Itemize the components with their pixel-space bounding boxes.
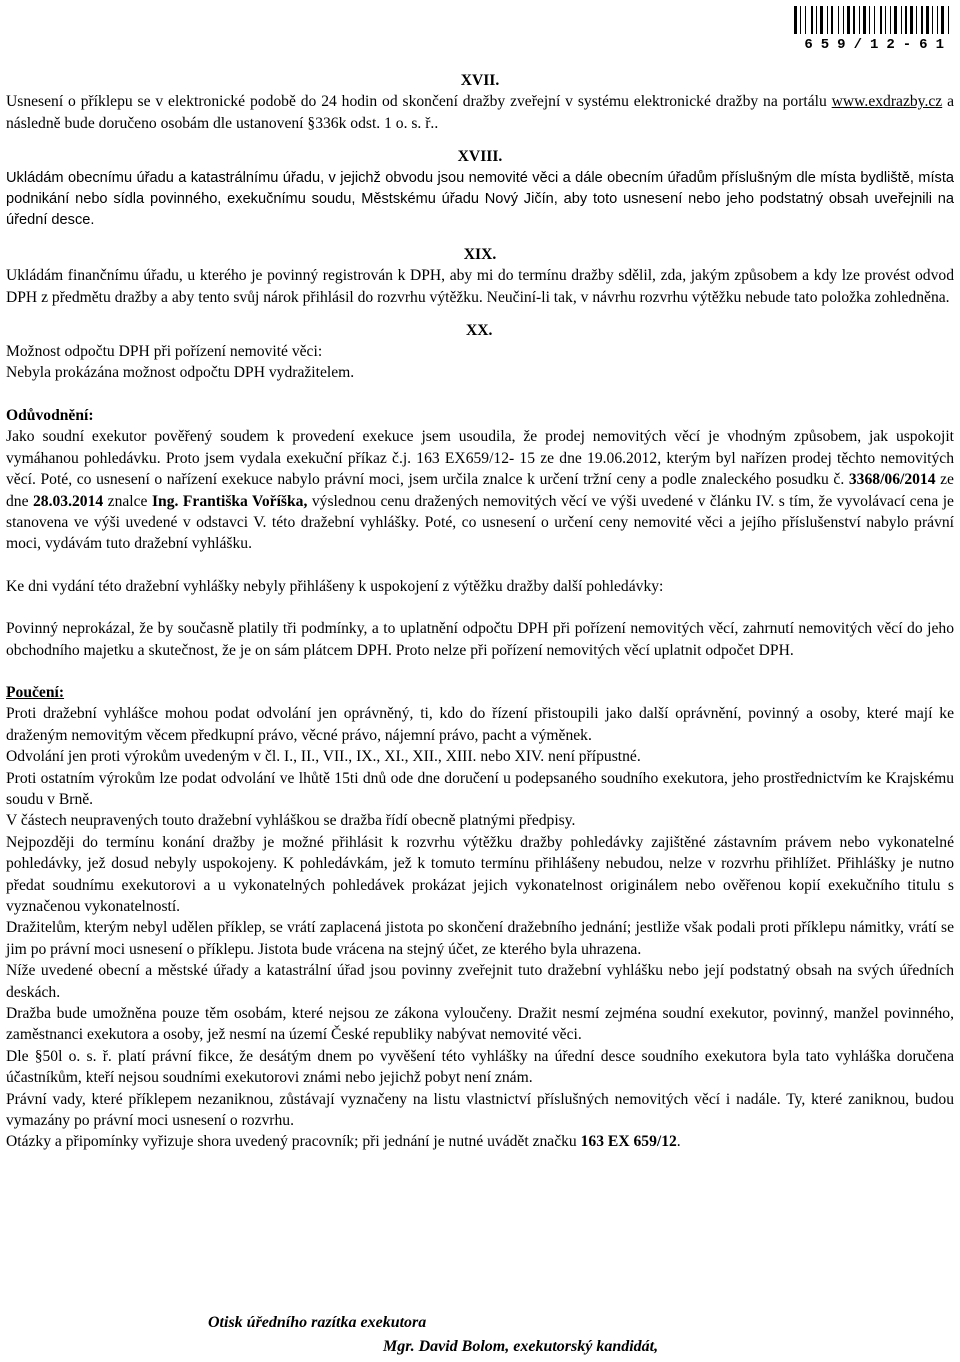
barcode-bar xyxy=(863,6,866,34)
barcode-bar xyxy=(918,6,920,34)
section-xviii-text-a: Ukládám obecnímu úřadu a katastrálnímu úřadu, v jejichž obvodu jsou nemovité věci a dále obecním úřadům příslušným dle místa bydliště, místa podnikání nebo sídla povinného, exekučnímu soudu xyxy=(6,169,954,208)
barcode-bar xyxy=(937,6,938,34)
pouceni-p11c: . xyxy=(676,1133,681,1151)
barcode-bar xyxy=(883,6,884,34)
pouceni-p11a: Otázky a připomínky vyřizuje shora uvedený pracovník; při jednání je nutné uvádět značku xyxy=(6,1133,581,1151)
barcode-bar xyxy=(932,6,933,34)
section-xviii-text xyxy=(6,168,954,232)
znalec-name: Ing. Františka Voříška, xyxy=(151,492,308,510)
barcode-bar xyxy=(853,6,855,34)
signatory-name: Mgr. David Bolom, exekutorský kandidát, xyxy=(383,1338,659,1355)
barcode-bar xyxy=(829,6,830,34)
posudek-date: 28.03.2014 xyxy=(33,492,104,510)
barcode-bar xyxy=(908,6,909,34)
pouceni-p8: Dražba bude umožněna pouze těm osobám, které nejsou ze zákona vyloučeny. Dražit nesmí zejména soudní exekutor, povinný, manžel povinného, zaměstnanci exekutora a osoby, jež nesmí na území České republiky nabývat nemovité věci. xyxy=(6,1005,954,1044)
barcode-bar xyxy=(824,6,826,34)
oduvodneni-heading: Odůvodnění: xyxy=(6,406,94,424)
barcode-bar xyxy=(794,6,797,34)
pouceni-p5: Nejpozději do termínu konání dražby je možné přihlásit k rozvrhu výtěžku dražby pohledávky zajištěné zástavním právem nebo vykonatelné pohledávky, jež dosud nebyly uspokojeny. K pohledávkám, jež k tomuto termínu přihlášeny nebudou, nelze v rozvrhu přihlížet. Přihlášky je nutno předat soudnímu exekutorovi a u vykonatelných pohledávek prokázat jejich vykonatelnost originálem nebo ověřenou kopií exekučního titulu s vyznačenou vykonatelností. xyxy=(6,833,954,915)
pouceni-p6: Dražitelům, kterým nebyl udělen příklep, se vrátí zaplacená jistota po skončení dražebního jednání; jestliže však podali proti příklepu námitky, vrátí se jim po právní moci usnesení o příklepu. Jistota bude vrácena na stejný účet, ze kterého byla uhrazena. xyxy=(6,919,954,958)
pohledavky-text: Ke dni vydání této dražební vyhlášky nebyly přihlášeny k uspokojení z výtěžku dražby další pohledávky: xyxy=(6,577,664,595)
barcode-bar xyxy=(892,6,893,34)
barcode-bar xyxy=(930,6,931,34)
barcode-bar xyxy=(916,6,917,34)
barcode-bar xyxy=(887,6,889,34)
barcode-bar xyxy=(843,6,844,34)
posudek-number: 3368/06/2014 xyxy=(848,471,936,489)
dph-text: Povinný neprokázal, že by současně platily tři podmínky, a to uplatnění odpočtu DPH při pořízení nemovitých věcí, zahrnutí nemovitých věcí do jeho obchodního majetku a skutečnost, že je on sám plátcem DPH. Proto nelze při pořízení nemovitých věcí uplatnit odpočet DPH. xyxy=(6,620,954,659)
oduvodneni-text xyxy=(6,426,954,554)
barcode xyxy=(752,6,952,53)
section-xx-heading: XX. xyxy=(466,322,493,340)
barcode-bar xyxy=(818,6,819,34)
barcode-bar xyxy=(840,6,842,34)
pouceni-p1: Proti dražební vyhlášce mohou podat odvolání jen oprávněný, ti, kdo do řízení přistoupili jako další oprávnění, povinný a osoby, které mají ke draženým nemovitým věcem předkupní právo, věcné právo, nájemní právo, pacht a výměnek. xyxy=(6,705,954,744)
barcode-bar xyxy=(939,6,940,34)
barcode-bar xyxy=(948,6,949,34)
barcode-bar xyxy=(816,6,817,34)
stamp-label: Otisk úředního razítka exekutora xyxy=(208,1314,427,1331)
barcode-bar xyxy=(820,6,823,34)
pouceni-p9: Dle §50l o. s. ř. platí právní fikce, že desátým dnem po vyvěšení této vyhlášky na úřední desce soudního exekutora byla tato vyhláška doručena účastníkům, kteří nejsou soudními exekutorovi známi nebo jejichž pobyt není znám. xyxy=(6,1047,954,1087)
barcode-bar xyxy=(914,6,915,34)
barcode-bar xyxy=(924,6,925,34)
barcode-bar xyxy=(880,6,882,34)
oduvodneni-t2: ze dne xyxy=(6,471,954,510)
barcode-bar xyxy=(874,6,875,34)
barcode-bar xyxy=(901,6,902,34)
barcode-bar xyxy=(800,6,801,34)
barcode-bar xyxy=(926,6,929,34)
barcode-bar xyxy=(845,6,846,34)
barcode-bar xyxy=(807,6,810,34)
pouceni-p4: V částech neupravených touto dražební vyhláškou se dražba řídí obecně platnými předpisy. xyxy=(6,812,576,830)
barcode-bar xyxy=(805,6,806,34)
barcode-bar xyxy=(861,6,862,34)
barcode-bar xyxy=(831,6,833,34)
pouceni-p7: Níže uvedené obecní a městské úřady a katastrální úřad jsou povinny zveřejnit tuto dražební vyhlášku nebo její podstatný obsah na svých úředních deskách. xyxy=(6,962,954,1001)
barcode-bar xyxy=(811,6,813,34)
section-xvii-text-b: a následně bude doručeno osobám dle ustanovení §336k odst. 1 o. s. ř.. xyxy=(6,93,954,132)
section-xvii-heading: XVII. xyxy=(460,72,500,89)
barcode-bar xyxy=(869,6,870,34)
barcode-bar xyxy=(941,6,944,34)
barcode-bar xyxy=(871,6,873,34)
pouceni-p3: Proti ostatním výrokům lze podat odvolání ve lhůtě 15ti dnů ode dne doručení u podepsaného soudního exekutora, jeho prostřednictvím ke Krajskému soudu v Brně. xyxy=(6,769,954,808)
dph-option-value: Nebyla prokázána možnost odpočtu DPH vydražitelem. xyxy=(6,364,355,382)
section-xix-text: Ukládám finančnímu úřadu, u kterého je povinný registrován k DPH, aby mi do termínu dražby sdělil, zda, jakým způsobem a kdy lze provést odvod DPH z předmětu dražby a aby tento svůj nárok přihlásil do rozvrhu výtěžku. Neučiní-li tak, v návrhu rozvrhu výtěžku nebude tato položka zohledněna. xyxy=(6,267,954,306)
section-xviii-text-b: , Městskému úřadu Nový Jičín, aby toto usnesení nebo jeho podstatný obsah uveřejnili na úřední desce. xyxy=(6,191,954,229)
dph-option-label: Možnost odpočtu DPH při pořízení nemovité věci: xyxy=(6,343,323,361)
section-xviii-heading: XVIII. xyxy=(457,148,503,166)
pouceni-heading: Poučení: xyxy=(6,683,65,701)
oduvodneni-t1: Jako soudní exekutor pověřený soudem k provedení exekuce jsem usoudila, že prodej nemovitých věcí je vhodným způsobem, jak uspokojit vymáhanou pohledávku. Proto jsem vydala exekuční příkaz č.j. 163 EX659/12- 15 ze dne 19.06.2012, kterým byl nařízen prodej těchto nemovitých věcí. Poté, co usnesení o nařízení exekuce nabylo právní moci, jsem určila znalce k určení tržní ceny a podle znaleckého posudku č. xyxy=(6,428,954,489)
barcode-bar xyxy=(921,6,923,34)
barcode-bar xyxy=(856,6,858,34)
pouceni-heading-row xyxy=(6,682,954,703)
pouceni-p2: Odvolání jen proti výrokům uvedeným v čl. I., II., VII., IX., XI., XII., XIII. nebo XIV. není přípustné. xyxy=(6,748,641,766)
barcode-bar xyxy=(859,6,860,34)
barcode-bar xyxy=(890,6,891,34)
section-xix-heading: XIX. xyxy=(463,245,497,263)
barcode-bar xyxy=(950,6,951,34)
exdrazby-link[interactable]: www.exdrazby.cz xyxy=(831,93,943,111)
section-xvii-text-a: Usnesení o příklepu se v elektronické podobě do 24 hodin od skončení dražby zveřejní v systému elektronické dražby na portálu xyxy=(6,93,832,111)
barcode-bar xyxy=(945,6,947,34)
barcode-bars xyxy=(752,6,952,34)
barcode-bar xyxy=(910,6,913,34)
barcode-bar xyxy=(867,6,868,34)
barcode-bar xyxy=(894,6,897,34)
barcode-bar xyxy=(905,6,907,34)
barcode-bar xyxy=(838,6,839,34)
barcode-bar xyxy=(802,6,804,34)
barcode-number: 659/12-61 xyxy=(804,37,952,53)
document-body xyxy=(6,70,954,1153)
barcode-bar xyxy=(847,6,850,34)
section-xx-heading-row xyxy=(6,320,954,341)
section-xvii-text xyxy=(6,91,954,134)
barcode-bar xyxy=(827,6,828,34)
case-number: 163 EX 659/12 xyxy=(580,1133,677,1151)
barcode-bar xyxy=(814,6,815,34)
barcode-bar xyxy=(903,6,904,34)
oduvodneni-t4: výslednou cenu dražených nemovitých věcí ve výši uvedené v článku IV. s tím, že vyvolávací cena je stanovena ve výši uvedené v odstavci V. této dražební vyhlášky. Poté, co usnesení o určení ceny nemovité věci a jejího příslušenství nabylo právní moci, vydávám tuto dražební vyhlášku. xyxy=(6,492,954,553)
oduvodneni-t3: znalce xyxy=(103,492,152,510)
pouceni-p11 xyxy=(6,1131,954,1152)
barcode-bar xyxy=(876,6,879,34)
barcode-bar xyxy=(851,6,852,34)
barcode-bar xyxy=(798,6,799,34)
barcode-bar xyxy=(834,6,837,34)
barcode-bar xyxy=(898,6,900,34)
barcode-bar xyxy=(934,6,936,34)
barcode-bar xyxy=(885,6,886,34)
pouceni-p10: Právní vady, které příklepem nezaniknou, zůstávají vyznačeny na listu vlastnictví příslušných nemovitých věcí i nadále. Ty, které zaniknou, budou vymazány po právní moci usnesení o rozvrhu. xyxy=(6,1090,954,1130)
